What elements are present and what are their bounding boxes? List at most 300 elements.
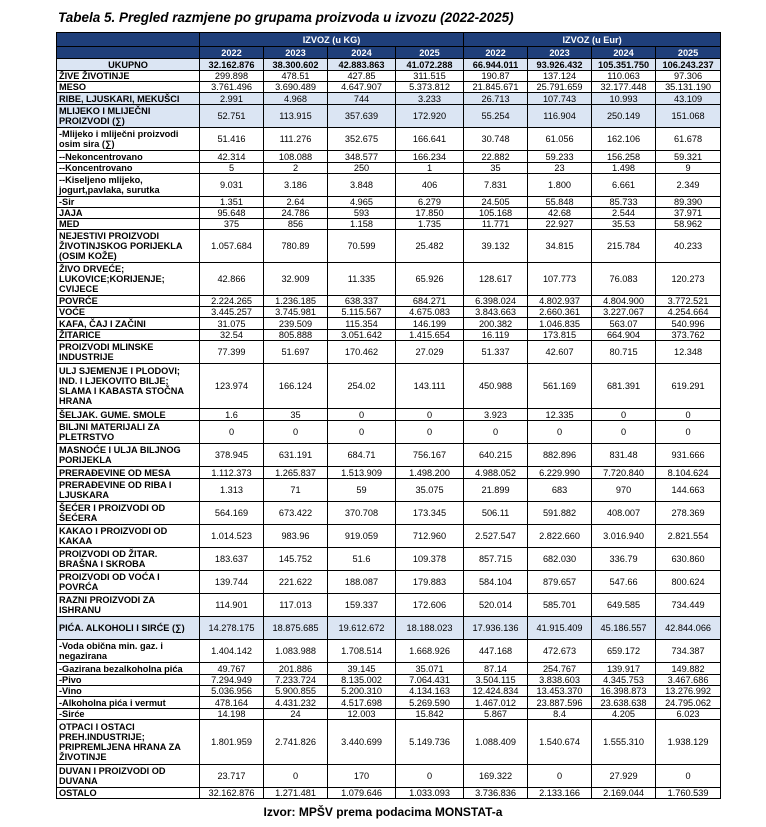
table-cell: 684.71 bbox=[328, 444, 396, 467]
table-cell: 13.276.992 bbox=[656, 686, 721, 697]
table-cell: 32.54 bbox=[200, 330, 264, 341]
table-cell: 9.031 bbox=[200, 174, 264, 197]
table-cell: 406 bbox=[396, 174, 464, 197]
table-cell: 201.886 bbox=[264, 663, 328, 675]
table-cell: 638.337 bbox=[328, 296, 396, 307]
row-label: -Voda obična min. gaz. i negazirana bbox=[57, 640, 200, 663]
table-cell: 0 bbox=[396, 409, 464, 421]
table-cell: 15.842 bbox=[396, 709, 464, 720]
table-cell: 17.850 bbox=[396, 208, 464, 219]
table-cell: 35.075 bbox=[396, 479, 464, 502]
table-cell: 22.882 bbox=[464, 151, 528, 163]
row-label: -Vino bbox=[57, 686, 200, 697]
table-cell: 49.767 bbox=[200, 663, 264, 675]
table-cell: 1.079.646 bbox=[328, 788, 396, 799]
table-row bbox=[57, 444, 721, 467]
table-cell: 59.233 bbox=[528, 151, 592, 163]
table-cell: 51.337 bbox=[464, 341, 528, 364]
table-row bbox=[57, 330, 721, 341]
table-cell: 593 bbox=[328, 208, 396, 219]
total-cell: 38.300.602 bbox=[264, 59, 328, 71]
table-cell: 7.294.949 bbox=[200, 675, 264, 686]
table-cell: 108.088 bbox=[264, 151, 328, 163]
table-cell: 145.752 bbox=[264, 548, 328, 571]
table-row bbox=[57, 479, 721, 502]
table-cell: 42.314 bbox=[200, 151, 264, 163]
table-cell: 3.848 bbox=[328, 174, 396, 197]
table-cell: 734.387 bbox=[656, 640, 721, 663]
total-label: UKUPNO bbox=[57, 59, 200, 71]
table-cell: 173.815 bbox=[528, 330, 592, 341]
table-cell: 107.743 bbox=[528, 93, 592, 105]
table-row bbox=[57, 208, 721, 219]
table-cell: 89.390 bbox=[656, 197, 721, 208]
table-cell: 172.920 bbox=[396, 105, 464, 128]
table-cell: 370.708 bbox=[328, 502, 396, 525]
table-cell: 6.661 bbox=[592, 174, 656, 197]
table-cell: 4.647.907 bbox=[328, 82, 396, 93]
table-row bbox=[57, 128, 721, 151]
table-cell: 14.278.175 bbox=[200, 617, 264, 640]
table-cell: 113.915 bbox=[264, 105, 328, 128]
table-cell: 1.236.185 bbox=[264, 296, 328, 307]
table-cell: 250.149 bbox=[592, 105, 656, 128]
table-row bbox=[57, 571, 721, 594]
table-cell: 1.046.835 bbox=[528, 318, 592, 330]
table-cell: 144.663 bbox=[656, 479, 721, 502]
table-cell: 450.988 bbox=[464, 364, 528, 409]
table-cell: 32.177.448 bbox=[592, 82, 656, 93]
table-cell: 41.915.409 bbox=[528, 617, 592, 640]
table-cell: 7.064.431 bbox=[396, 675, 464, 686]
table-cell: 23.638.638 bbox=[592, 697, 656, 709]
table-cell: 857.715 bbox=[464, 548, 528, 571]
table-row bbox=[57, 548, 721, 571]
table-cell: 5.269.590 bbox=[396, 697, 464, 709]
table-cell: 378.945 bbox=[200, 444, 264, 467]
row-label: MED bbox=[57, 219, 200, 230]
table-cell: 1.112.373 bbox=[200, 467, 264, 479]
table-cell: 37.971 bbox=[656, 208, 721, 219]
table-cell: 156.258 bbox=[592, 151, 656, 163]
table-cell: 32.909 bbox=[264, 263, 328, 296]
table-row bbox=[57, 318, 721, 330]
table-cell: 65.926 bbox=[396, 263, 464, 296]
total-cell: 93.926.432 bbox=[528, 59, 592, 71]
table-cell: 506.11 bbox=[464, 502, 528, 525]
export-table bbox=[56, 32, 721, 799]
table-cell: 35.131.190 bbox=[656, 82, 721, 93]
header-empty bbox=[57, 47, 200, 59]
table-row bbox=[57, 640, 721, 663]
table-row bbox=[57, 720, 721, 765]
row-label: -Sirće bbox=[57, 709, 200, 720]
table-row bbox=[57, 163, 721, 174]
year-header: 2025 bbox=[396, 47, 464, 59]
table-cell: 25.482 bbox=[396, 230, 464, 263]
table-cell: 139.917 bbox=[592, 663, 656, 675]
row-label: ULJ SJEMENJE I PLODOVI; IND. I LJEKOVITO BILJE; SLAMA I KABASTA STOČNA HRANA bbox=[57, 364, 200, 409]
total-cell: 41.072.288 bbox=[396, 59, 464, 71]
table-cell: 1.801.959 bbox=[200, 720, 264, 765]
table-cell: 254.02 bbox=[328, 364, 396, 409]
row-label: MESO bbox=[57, 82, 200, 93]
table-cell: 116.904 bbox=[528, 105, 592, 128]
table-row bbox=[57, 151, 721, 163]
table-cell: 51.416 bbox=[200, 128, 264, 151]
table-cell: 114.901 bbox=[200, 594, 264, 617]
table-cell: 5.373.812 bbox=[396, 82, 464, 93]
table-cell: 39.145 bbox=[328, 663, 396, 675]
table-cell: 109.378 bbox=[396, 548, 464, 571]
table-cell: 1.938.129 bbox=[656, 720, 721, 765]
table-cell: 2.991 bbox=[200, 93, 264, 105]
table-cell: 564.169 bbox=[200, 502, 264, 525]
table-cell: 1.313 bbox=[200, 479, 264, 502]
table-cell: 311.515 bbox=[396, 71, 464, 82]
table-cell: 4.254.664 bbox=[656, 307, 721, 318]
table-cell: 6.398.024 bbox=[464, 296, 528, 307]
table-cell: 254.767 bbox=[528, 663, 592, 675]
row-label: PRERAĐEVINE OD RIBA I LJUSKARA bbox=[57, 479, 200, 502]
table-row bbox=[57, 197, 721, 208]
table-cell: 71 bbox=[264, 479, 328, 502]
table-cell: 3.051.642 bbox=[328, 330, 396, 341]
table-cell: 640.215 bbox=[464, 444, 528, 467]
table-cell: 2.224.265 bbox=[200, 296, 264, 307]
table-row bbox=[57, 421, 721, 444]
table-cell: 2.169.044 bbox=[592, 788, 656, 799]
table-row bbox=[57, 71, 721, 82]
table-cell: 10.993 bbox=[592, 93, 656, 105]
table-cell: 931.666 bbox=[656, 444, 721, 467]
table-row bbox=[57, 263, 721, 296]
table-row bbox=[57, 174, 721, 197]
table-cell: 3.923 bbox=[464, 409, 528, 421]
table-row bbox=[57, 296, 721, 307]
table-row bbox=[57, 93, 721, 105]
table-cell: 17.936.136 bbox=[464, 617, 528, 640]
table-cell: 8.135.002 bbox=[328, 675, 396, 686]
year-header: 2024 bbox=[592, 47, 656, 59]
table-row bbox=[57, 409, 721, 421]
table-row bbox=[57, 230, 721, 263]
table-cell: 1.668.926 bbox=[396, 640, 464, 663]
table-cell: 169.322 bbox=[464, 765, 528, 788]
table-cell: 0 bbox=[264, 421, 328, 444]
total-cell: 42.883.863 bbox=[328, 59, 396, 71]
row-label: KAKAO I PROIZVODI OD KAKAA bbox=[57, 525, 200, 548]
table-cell: 1.083.988 bbox=[264, 640, 328, 663]
table-cell: 630.860 bbox=[656, 548, 721, 571]
table-cell: 32.162.876 bbox=[200, 788, 264, 799]
table-cell: 22.927 bbox=[528, 219, 592, 230]
table-cell: 12.335 bbox=[528, 409, 592, 421]
row-label: JAJA bbox=[57, 208, 200, 219]
table-cell: 25.791.659 bbox=[528, 82, 592, 93]
table-cell: 5.900.855 bbox=[264, 686, 328, 697]
table-cell: 111.276 bbox=[264, 128, 328, 151]
table-cell: 352.675 bbox=[328, 128, 396, 151]
header-empty bbox=[57, 33, 200, 47]
table-cell: 299.898 bbox=[200, 71, 264, 82]
table-cell: 24.505 bbox=[464, 197, 528, 208]
source-note: Izvor: MPŠV prema podacima MONSTAT-a bbox=[263, 805, 503, 819]
table-cell: 7.831 bbox=[464, 174, 528, 197]
table-cell: 97.306 bbox=[656, 71, 721, 82]
table-cell: 478.164 bbox=[200, 697, 264, 709]
table-cell: 4.802.937 bbox=[528, 296, 592, 307]
table-cell: 0 bbox=[592, 421, 656, 444]
table-cell: 14.198 bbox=[200, 709, 264, 720]
row-label: VOĆE bbox=[57, 307, 200, 318]
table-cell: 831.48 bbox=[592, 444, 656, 467]
year-header: 2023 bbox=[264, 47, 328, 59]
row-label: -Gazirana bezalkoholna pića bbox=[57, 663, 200, 675]
table-cell: 805.888 bbox=[264, 330, 328, 341]
table-cell: 4.431.232 bbox=[264, 697, 328, 709]
year-header: 2025 bbox=[656, 47, 721, 59]
table-cell: 0 bbox=[464, 421, 528, 444]
table-cell: 35 bbox=[464, 163, 528, 174]
table-cell: 734.449 bbox=[656, 594, 721, 617]
table-cell: 2.660.361 bbox=[528, 307, 592, 318]
table-row bbox=[57, 525, 721, 548]
table-row bbox=[57, 788, 721, 799]
table-cell: 35.53 bbox=[592, 219, 656, 230]
table-cell: 919.059 bbox=[328, 525, 396, 548]
table-cell: 3.772.521 bbox=[656, 296, 721, 307]
table-cell: 584.104 bbox=[464, 571, 528, 594]
table-cell: 24.786 bbox=[264, 208, 328, 219]
row-label: KAFA, ČAJ I ZAČINI bbox=[57, 318, 200, 330]
table-cell: 190.87 bbox=[464, 71, 528, 82]
table-cell: 0 bbox=[328, 409, 396, 421]
table-cell: 970 bbox=[592, 479, 656, 502]
table-cell: 183.637 bbox=[200, 548, 264, 571]
table-cell: 1.057.684 bbox=[200, 230, 264, 263]
table-cell: 173.345 bbox=[396, 502, 464, 525]
row-label: -Pivo bbox=[57, 675, 200, 686]
table-cell: 166.124 bbox=[264, 364, 328, 409]
table-cell: 16.119 bbox=[464, 330, 528, 341]
table-cell: 55.848 bbox=[528, 197, 592, 208]
table-cell: 159.337 bbox=[328, 594, 396, 617]
table-cell: 1.088.409 bbox=[464, 720, 528, 765]
table-cell: 149.882 bbox=[656, 663, 721, 675]
table-cell: 27.929 bbox=[592, 765, 656, 788]
table-cell: 42.866 bbox=[200, 263, 264, 296]
table-cell: 30.748 bbox=[464, 128, 528, 151]
table-cell: 649.585 bbox=[592, 594, 656, 617]
table-row bbox=[57, 467, 721, 479]
table-cell: 8.4 bbox=[528, 709, 592, 720]
table-cell: 87.14 bbox=[464, 663, 528, 675]
table-cell: 39.132 bbox=[464, 230, 528, 263]
table-cell: 7.720.840 bbox=[592, 467, 656, 479]
table-cell: 3.504.115 bbox=[464, 675, 528, 686]
table-cell: 673.422 bbox=[264, 502, 328, 525]
table-cell: 561.169 bbox=[528, 364, 592, 409]
table-cell: 166.234 bbox=[396, 151, 464, 163]
table-cell: 1 bbox=[396, 163, 464, 174]
table-cell: 215.784 bbox=[592, 230, 656, 263]
table-cell: 4.988.052 bbox=[464, 467, 528, 479]
table-cell: 179.883 bbox=[396, 571, 464, 594]
table-cell: 591.882 bbox=[528, 502, 592, 525]
row-label: -Mlijeko i mliječni proizvodi osim sira (∑) bbox=[57, 128, 200, 151]
table-cell: 2.527.547 bbox=[464, 525, 528, 548]
table-cell: 26.713 bbox=[464, 93, 528, 105]
table-cell: 682.030 bbox=[528, 548, 592, 571]
table-cell: 61.056 bbox=[528, 128, 592, 151]
table-cell: 1.735 bbox=[396, 219, 464, 230]
group-header-kg: IZVOZ (u KG) bbox=[200, 33, 464, 47]
table-cell: 1.513.909 bbox=[328, 467, 396, 479]
table-cell: 563.07 bbox=[592, 318, 656, 330]
table-cell: 2 bbox=[264, 163, 328, 174]
row-label: ŽIVO DRVEĆE; LUKOVICE;KORIJENJE; CVIJECE bbox=[57, 263, 200, 296]
table-cell: 13.453.370 bbox=[528, 686, 592, 697]
table-cell: 27.029 bbox=[396, 341, 464, 364]
table-cell: 9 bbox=[656, 163, 721, 174]
table-cell: 170 bbox=[328, 765, 396, 788]
table-cell: 3.761.496 bbox=[200, 82, 264, 93]
table-cell: 1.404.142 bbox=[200, 640, 264, 663]
table-row bbox=[57, 502, 721, 525]
table-cell: 472.673 bbox=[528, 640, 592, 663]
table-cell: 3.736.836 bbox=[464, 788, 528, 799]
table-cell: 5.200.310 bbox=[328, 686, 396, 697]
year-header: 2022 bbox=[200, 47, 264, 59]
table-cell: 11.335 bbox=[328, 263, 396, 296]
table-cell: 40.233 bbox=[656, 230, 721, 263]
table-row bbox=[57, 307, 721, 318]
year-header: 2022 bbox=[464, 47, 528, 59]
row-label: NEJESTIVI PROIZVODI ŽIVOTINJSKOG PORIJEKLA (OSIM KOŽE) bbox=[57, 230, 200, 263]
table-cell: 24.795.062 bbox=[656, 697, 721, 709]
table-cell: 35 bbox=[264, 409, 328, 421]
table-cell: 18.188.023 bbox=[396, 617, 464, 640]
table-row bbox=[57, 675, 721, 686]
table-cell: 3.227.067 bbox=[592, 307, 656, 318]
table-body bbox=[57, 71, 721, 799]
table-cell: 375 bbox=[200, 219, 264, 230]
table-cell: 5.036.956 bbox=[200, 686, 264, 697]
table-cell: 162.106 bbox=[592, 128, 656, 151]
table-cell: 681.391 bbox=[592, 364, 656, 409]
table-cell: 520.014 bbox=[464, 594, 528, 617]
table-cell: 107.773 bbox=[528, 263, 592, 296]
table-cell: 1.158 bbox=[328, 219, 396, 230]
table-cell: 143.111 bbox=[396, 364, 464, 409]
table-cell: 856 bbox=[264, 219, 328, 230]
table-cell: 55.254 bbox=[464, 105, 528, 128]
table-cell: 3.233 bbox=[396, 93, 464, 105]
table-cell: 4.675.083 bbox=[396, 307, 464, 318]
table-cell: 24 bbox=[264, 709, 328, 720]
year-header-row bbox=[57, 47, 721, 59]
table-cell: 3.445.257 bbox=[200, 307, 264, 318]
row-label: PROIZVODI OD ŽITAR. BRAŠNA I SKROBA bbox=[57, 548, 200, 571]
table-cell: 357.639 bbox=[328, 105, 396, 128]
table-cell: 712.960 bbox=[396, 525, 464, 548]
table-cell: 547.66 bbox=[592, 571, 656, 594]
table-cell: 4.965 bbox=[328, 197, 396, 208]
table-cell: 6.279 bbox=[396, 197, 464, 208]
table-cell: 16.398.873 bbox=[592, 686, 656, 697]
table-cell: 2.349 bbox=[656, 174, 721, 197]
table-cell: 42.844.066 bbox=[656, 617, 721, 640]
table-cell: 59 bbox=[328, 479, 396, 502]
table-cell: 744 bbox=[328, 93, 396, 105]
table-cell: 151.068 bbox=[656, 105, 721, 128]
row-label: --Nekoncentrovano bbox=[57, 151, 200, 163]
row-label: MASNOĆE I ULJA BILJNOG PORIJEKLA bbox=[57, 444, 200, 467]
table-cell: 31.075 bbox=[200, 318, 264, 330]
table-cell: 5.867 bbox=[464, 709, 528, 720]
table-cell: 0 bbox=[396, 421, 464, 444]
table-cell: 58.962 bbox=[656, 219, 721, 230]
row-label: POVRĆE bbox=[57, 296, 200, 307]
table-cell: 0 bbox=[528, 421, 592, 444]
table-row bbox=[57, 663, 721, 675]
table-title: Tabela 5. Pregled razmjene po grupama proizvoda u izvozu (2022-2025) bbox=[58, 10, 514, 25]
table-cell: 18.875.685 bbox=[264, 617, 328, 640]
table-cell: 879.657 bbox=[528, 571, 592, 594]
table-cell: 659.172 bbox=[592, 640, 656, 663]
table-cell: 2.741.826 bbox=[264, 720, 328, 765]
table-cell: 21.899 bbox=[464, 479, 528, 502]
table-cell: 51.697 bbox=[264, 341, 328, 364]
table-cell: 5.115.567 bbox=[328, 307, 396, 318]
table-cell: 42.68 bbox=[528, 208, 592, 219]
table-row bbox=[57, 364, 721, 409]
table-cell: 2.821.554 bbox=[656, 525, 721, 548]
table-cell: 0 bbox=[528, 765, 592, 788]
table-cell: 540.996 bbox=[656, 318, 721, 330]
table-cell: 52.751 bbox=[200, 105, 264, 128]
table-cell: 683 bbox=[528, 479, 592, 502]
table-cell: 19.612.672 bbox=[328, 617, 396, 640]
table-cell: 882.896 bbox=[528, 444, 592, 467]
table-cell: 4.134.163 bbox=[396, 686, 464, 697]
table-cell: 8.104.624 bbox=[656, 467, 721, 479]
table-row bbox=[57, 594, 721, 617]
table-cell: 684.271 bbox=[396, 296, 464, 307]
table-cell: 80.715 bbox=[592, 341, 656, 364]
table-cell: 34.815 bbox=[528, 230, 592, 263]
group-header-row bbox=[57, 33, 721, 47]
table-cell: 1.708.514 bbox=[328, 640, 396, 663]
row-label: -Sir bbox=[57, 197, 200, 208]
table-cell: 23.717 bbox=[200, 765, 264, 788]
row-label: ŠEĆER I PROIZVODI OD ŠEĆERA bbox=[57, 502, 200, 525]
table-cell: 23 bbox=[528, 163, 592, 174]
table-cell: 35.071 bbox=[396, 663, 464, 675]
table-cell: 3.745.981 bbox=[264, 307, 328, 318]
table-cell: 756.167 bbox=[396, 444, 464, 467]
table-cell: 11.771 bbox=[464, 219, 528, 230]
table-cell: 70.599 bbox=[328, 230, 396, 263]
table-cell: 278.369 bbox=[656, 502, 721, 525]
table-cell: 585.701 bbox=[528, 594, 592, 617]
table-cell: 780.89 bbox=[264, 230, 328, 263]
group-header-eur: IZVOZ (u Eur) bbox=[464, 33, 721, 47]
table-cell: 139.744 bbox=[200, 571, 264, 594]
table-cell: 3.838.603 bbox=[528, 675, 592, 686]
table-cell: 1.265.837 bbox=[264, 467, 328, 479]
